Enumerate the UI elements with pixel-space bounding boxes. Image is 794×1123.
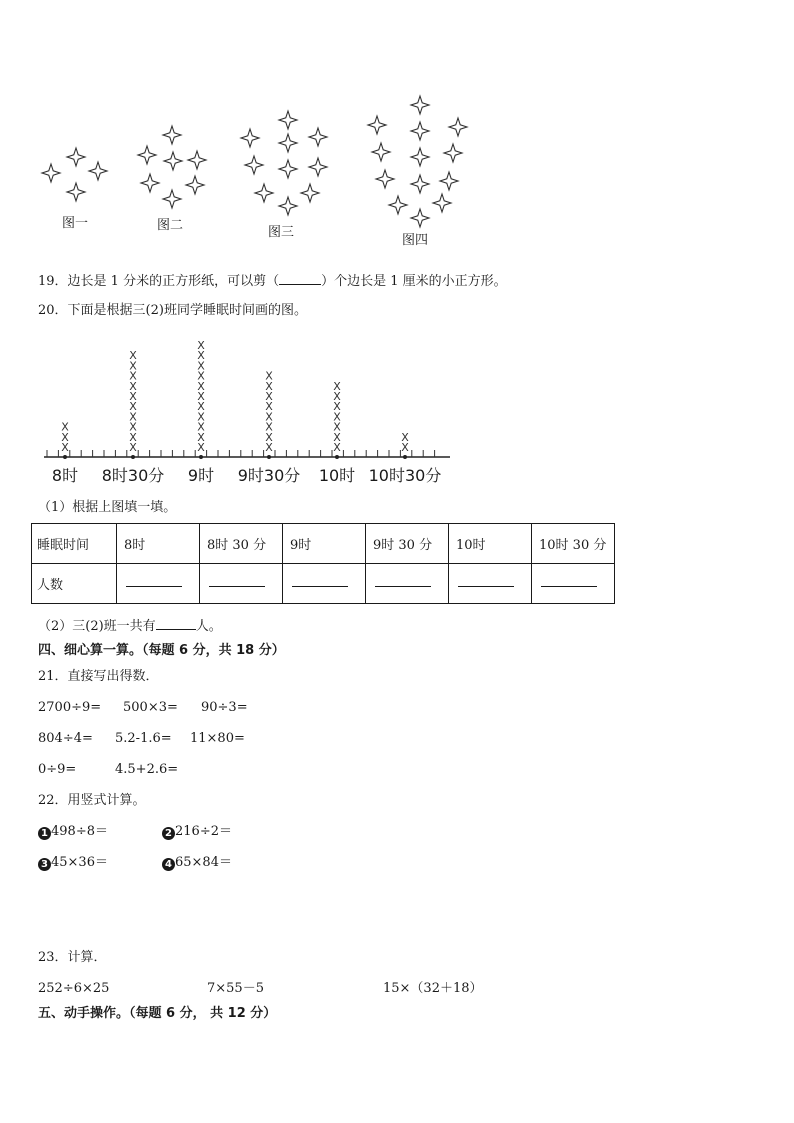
- plot-x-mark: X: [197, 430, 205, 444]
- plot-x-mark: X: [129, 430, 137, 444]
- plot-x-mark: X: [197, 359, 205, 373]
- star-icon: [163, 126, 181, 144]
- plot-x-mark: X: [129, 400, 137, 414]
- plot-x-mark: X: [61, 441, 69, 454]
- plot-x-mark: X: [265, 379, 273, 393]
- star-icon: [164, 152, 182, 170]
- plot-x-mark: X: [129, 410, 137, 424]
- star-icon: [411, 209, 429, 227]
- star-icon: [279, 134, 297, 152]
- sleep-line-plot: [0, 325, 794, 495]
- star-icon: [389, 196, 407, 214]
- q22-number-badge: 4: [162, 858, 175, 871]
- q20-sub2-after: 人。: [195, 619, 222, 634]
- star-icon: [188, 151, 206, 169]
- star-icon: [42, 164, 60, 182]
- star-icon: [449, 118, 467, 136]
- plot-x-mark: X: [197, 379, 205, 393]
- answer-blank[interactable]: [126, 576, 182, 587]
- q19-text-after: ）个边长是 1 厘米的小正方形。: [321, 274, 507, 289]
- plot-x-mark: X: [333, 420, 341, 434]
- star-icon: [309, 128, 327, 146]
- plot-category-dot: [267, 455, 271, 459]
- q23-item: 252÷6×25: [38, 981, 110, 996]
- star-icon: [444, 144, 462, 162]
- star-icon: [141, 174, 159, 192]
- star-icon: [411, 175, 429, 193]
- q22-number-badge: 1: [38, 827, 51, 840]
- table-row: [32, 524, 615, 564]
- q22-expression: 45×36＝: [51, 855, 108, 870]
- plot-x-mark: X: [129, 359, 137, 373]
- plot-x-mark: X: [197, 410, 205, 424]
- star-icon: [67, 148, 85, 166]
- star-icon: [411, 96, 429, 114]
- answer-blank[interactable]: [458, 576, 514, 587]
- q22-number-badge: 3: [38, 858, 51, 871]
- section-5-title: 五、动手操作。（每题 6 分， 共 12 分）: [38, 1006, 277, 1021]
- star-icon: [279, 111, 297, 129]
- plot-x-mark: X: [129, 379, 137, 393]
- table-header-cell: 8时: [117, 524, 200, 564]
- plot-x-mark: X: [265, 390, 273, 403]
- table-row: [32, 564, 615, 604]
- plot-x-mark: X: [333, 390, 341, 403]
- q23-item: 7×55－5: [207, 981, 264, 996]
- plot-axis-label: 10时: [318, 466, 356, 485]
- plot-x-mark: X: [129, 390, 137, 403]
- plot-x-mark: X: [265, 430, 273, 444]
- q19-answer-blank[interactable]: [279, 272, 321, 285]
- q21-item: 4.5+2.6=: [115, 762, 179, 777]
- q21-item: 5.2-1.6=: [115, 731, 172, 746]
- plot-x-mark: X: [197, 369, 205, 383]
- q20-sub2-before: （2）三(2)班一共有: [38, 619, 156, 634]
- star-icon: [138, 146, 156, 164]
- table-header-cell: 10时 30 分: [532, 524, 615, 564]
- plot-axis-label: 9时30分: [237, 466, 301, 485]
- plot-x-mark: X: [401, 430, 409, 444]
- table-header-cell: 睡眠时间: [32, 524, 117, 564]
- q22-number-badge: 2: [162, 827, 175, 840]
- q19-text-before: 19．边长是 1 分米的正方形纸，可以剪（: [38, 274, 280, 289]
- plot-x-mark: X: [197, 441, 205, 454]
- plot-x-mark: X: [333, 430, 341, 444]
- plot-x-mark: X: [401, 441, 409, 454]
- plot-x-mark: X: [197, 339, 205, 352]
- q21-item: 11×80=: [190, 731, 245, 746]
- star-icon: [368, 116, 386, 134]
- q21-item: 90÷3=: [201, 700, 248, 715]
- star-icon: [279, 197, 297, 215]
- answer-blank[interactable]: [375, 576, 431, 587]
- plot-x-mark: X: [265, 410, 273, 424]
- question-20-title: 20．下面是根据三(2)班同学睡眠时间画的图。: [38, 303, 307, 318]
- star-icon: [279, 160, 297, 178]
- star-icon: [163, 190, 181, 208]
- q22-expression: 498÷8＝: [51, 824, 108, 839]
- plot-axis-label: 10时30分: [368, 466, 442, 485]
- table-answer-cell[interactable]: [200, 564, 283, 604]
- answer-blank[interactable]: [292, 576, 348, 587]
- plot-x-mark: X: [197, 420, 205, 434]
- star-icon: [241, 129, 259, 147]
- plot-axis-label: 8时30分: [101, 466, 165, 485]
- plot-category-dot: [403, 455, 407, 459]
- star-icon: [411, 148, 429, 166]
- table-header-cell: 8时 30 分: [200, 524, 283, 564]
- figure-caption-1: 图一: [62, 216, 89, 231]
- star-icon: [433, 194, 451, 212]
- plot-x-mark: X: [265, 400, 273, 414]
- q20-sub1: （1）根据上图填一填。: [38, 500, 177, 515]
- plot-x-mark: X: [333, 400, 341, 414]
- q22-expression: 65×84＝: [175, 855, 232, 870]
- star-icon: [245, 156, 263, 174]
- table-header-cell: 9时: [283, 524, 366, 564]
- table-answer-cell[interactable]: [283, 564, 366, 604]
- plot-category-dot: [63, 455, 67, 459]
- star-icon: [301, 184, 319, 202]
- q22-item: [162, 824, 232, 840]
- q21-item: 804÷4=: [38, 731, 93, 746]
- plot-x-mark: X: [129, 369, 137, 383]
- table-header-cell: 9时 30 分: [366, 524, 449, 564]
- sleep-table: [31, 523, 615, 604]
- plot-x-mark: X: [61, 420, 69, 434]
- plot-axis-label: 8时: [51, 466, 79, 485]
- table-answer-cell[interactable]: [117, 564, 200, 604]
- table-answer-cell[interactable]: [532, 564, 615, 604]
- plot-x-mark: X: [129, 441, 137, 454]
- table-answer-cell[interactable]: [449, 564, 532, 604]
- q20-total-blank[interactable]: [156, 617, 196, 630]
- section-4-title: 四、细心算一算。（每题 6 分，共 18 分）: [38, 643, 285, 658]
- star-icon: [376, 170, 394, 188]
- figure-caption-3: 图三: [268, 225, 295, 240]
- question-23-title: 23．计算．: [38, 950, 107, 965]
- q21-item: 2700÷9=: [38, 700, 102, 715]
- plot-category-dot: [335, 455, 339, 459]
- question-19: [38, 272, 507, 290]
- plot-x-mark: X: [265, 441, 273, 454]
- q22-item: [162, 855, 232, 871]
- table-header-cell: 10时: [449, 524, 532, 564]
- figure-caption-4: 图四: [402, 233, 429, 248]
- q21-item: 0÷9=: [38, 762, 77, 777]
- question-21-title: 21．直接写出得数．: [38, 669, 159, 684]
- star-icon: [411, 122, 429, 140]
- q23-item: 15×（32＋18）: [383, 981, 483, 996]
- q21-item: 500×3=: [123, 700, 178, 715]
- q22-expression: 216÷2＝: [175, 824, 232, 839]
- figure-caption-2: 图二: [157, 218, 184, 233]
- table-count-label: 人数: [32, 564, 117, 604]
- plot-x-mark: X: [129, 349, 137, 363]
- star-icon: [89, 162, 107, 180]
- star-figures: [0, 85, 794, 250]
- plot-x-mark: X: [197, 349, 205, 363]
- plot-axis-label: 9时: [187, 466, 215, 485]
- plot-x-mark: X: [197, 390, 205, 403]
- plot-x-mark: X: [333, 379, 341, 393]
- answer-blank[interactable]: [209, 576, 265, 587]
- plot-x-mark: X: [265, 420, 273, 434]
- q20-sub2: [38, 617, 222, 635]
- plot-x-mark: X: [197, 400, 205, 414]
- star-icon: [309, 158, 327, 176]
- star-icon: [186, 176, 204, 194]
- plot-category-dot: [199, 455, 203, 459]
- star-icon: [255, 184, 273, 202]
- plot-x-mark: X: [333, 410, 341, 424]
- plot-x-mark: X: [333, 441, 341, 454]
- star-icon: [372, 143, 390, 161]
- q22-item: [38, 824, 108, 840]
- question-22-title: 22．用竖式计算。: [38, 793, 146, 808]
- star-icon: [440, 172, 458, 190]
- plot-category-dot: [131, 455, 135, 459]
- answer-blank[interactable]: [541, 576, 597, 587]
- plot-x-mark: X: [61, 430, 69, 444]
- plot-x-mark: X: [129, 420, 137, 434]
- star-icon: [67, 183, 85, 201]
- q22-item: [38, 855, 108, 871]
- table-answer-cell[interactable]: [366, 564, 449, 604]
- plot-x-mark: X: [265, 369, 273, 383]
